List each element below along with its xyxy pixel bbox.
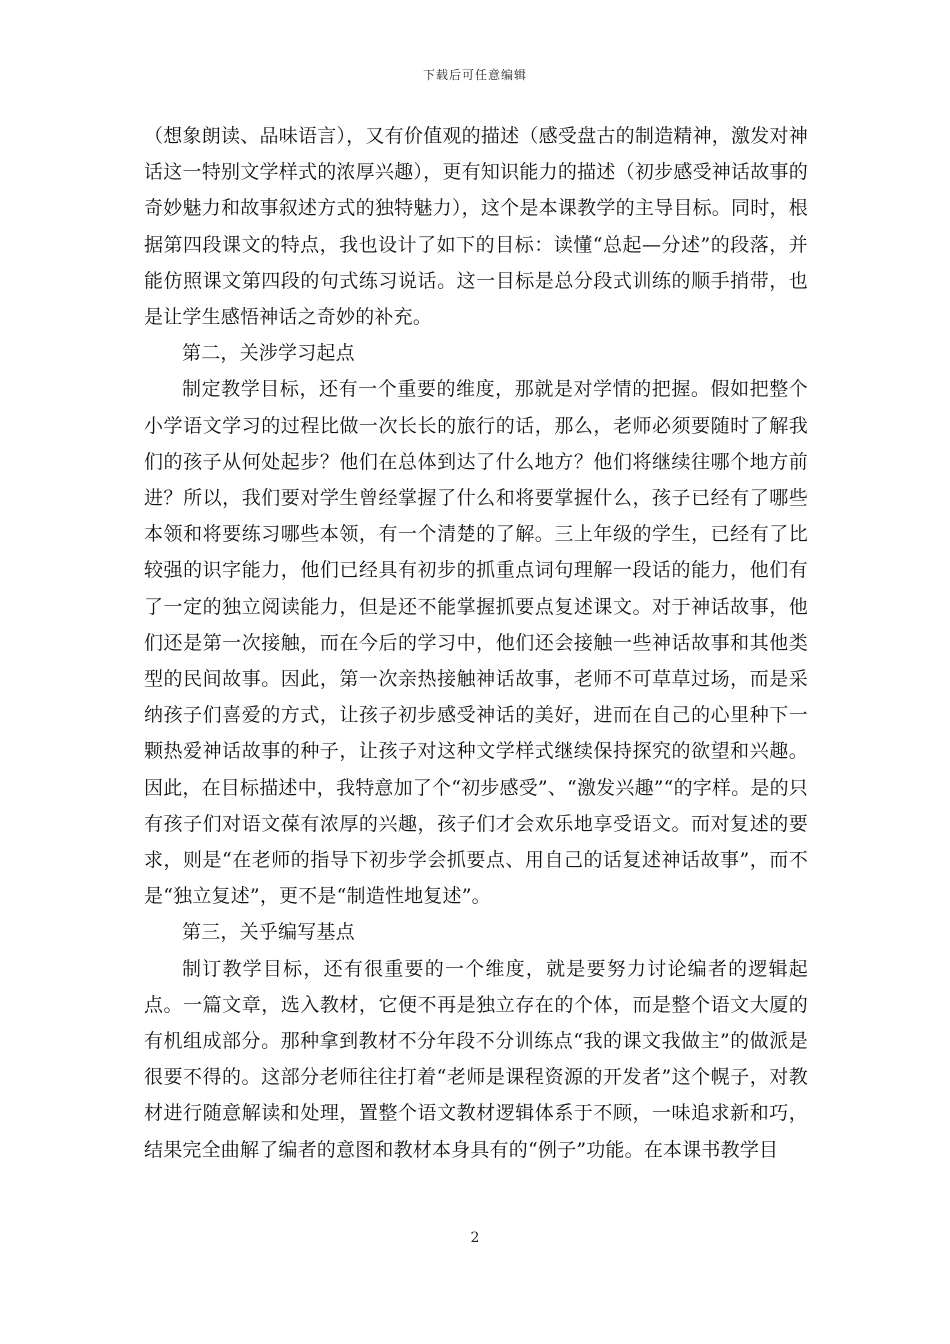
paragraph-learning-start: 制定教学目标，还有一个重要的维度，那就是对学情的把握。假如把整个小学语文学习的过程比做一次长长的旅行的话，那么，老师必须要随时了解我们的孩子从何处起步？他们在总体到达了什么地方？他们将继续往哪个地方前进？所以，我们要对学生曾经掌握了什么和将要掌握什么，孩子已经有了哪些本领和将要练习哪些本领，有一个清楚的了解。三上年级的学生，已经有了比较强的识字能力，他们已经具有初步的抓重点词句理解一段话的能力，他们有了一定的独立阅读能力，但是还不能掌握抓要点复述课文。对于神话故事，他们还是第一次接触，而在今后的学习中，他们还会接触一些神话故事和其他类型的民间故事。因此，第一次亲热接触神话故事，老师不可草草过场，而是采纳孩子们喜爱的方式，让孩子初步感受神话的美好，进而在自己的心里种下一颗热爱神话故事的种子，让孩子对这种文学样式继续保持探究的欲望和兴趣。因此，在目标描述中，我特意加了个“初步感受”、“激发兴趣”“的字样。是的只有孩子们对语文葆有浓厚的兴趣，孩子们才会欢乐地享受语文。而对复述的要求，则是“在老师的指导下初步学会抓要点、用自己的话复述神话故事”，而不是“独立复述”，更不是“制造性地复述”。 [144, 378, 808, 908]
section-heading-editing-basis: 第三，关乎编写基点 [182, 921, 355, 944]
section-heading-learning-start: 第二，关涉学习起点 [182, 342, 355, 365]
paragraph-editing-basis: 制订教学目标，还有很重要的一个维度，就是要努力讨论编者的逻辑起点。一篇文章，选入教材，它便不再是独立存在的个体，而是整个语文大厦的有机组成部分。那种拿到教材不分年段不分训练点“我的课文我做主”的做派是很要不得的。这部分老师往往打着“老师是课程资源的开发者”这个幌子，对教材进行随意解读和处理，置整个语文教材逻辑体系于不顾，一味追求新和巧，结果完全曲解了编者的意图和教材本身具有的“例子”功能。在本课书教学目 [144, 957, 808, 1161]
page-header: 下载后可任意编辑 [422, 68, 527, 82]
page-number: 2 [470, 1230, 480, 1246]
document-body [144, 118, 808, 1168]
paragraph-goals-continued: （想象朗读、品味语言），又有价值观的描述（感受盘古的制造精神，激发对神话这一特别文学样式的浓厚兴趣），更有知识能力的描述（初步感受神话故事的奇妙魅力和故事叙述方式的独特魅力），这个是本课教学的主导目标。同时，根据第四段课文的特点，我也设计了如下的目标：读懂“总起—分述”的段落，并能仿照课文第四段的句式练习说话。这一目标是总分段式训练的顺手捎带，也是让学生感悟神话之奇妙的补充。 [144, 125, 808, 329]
